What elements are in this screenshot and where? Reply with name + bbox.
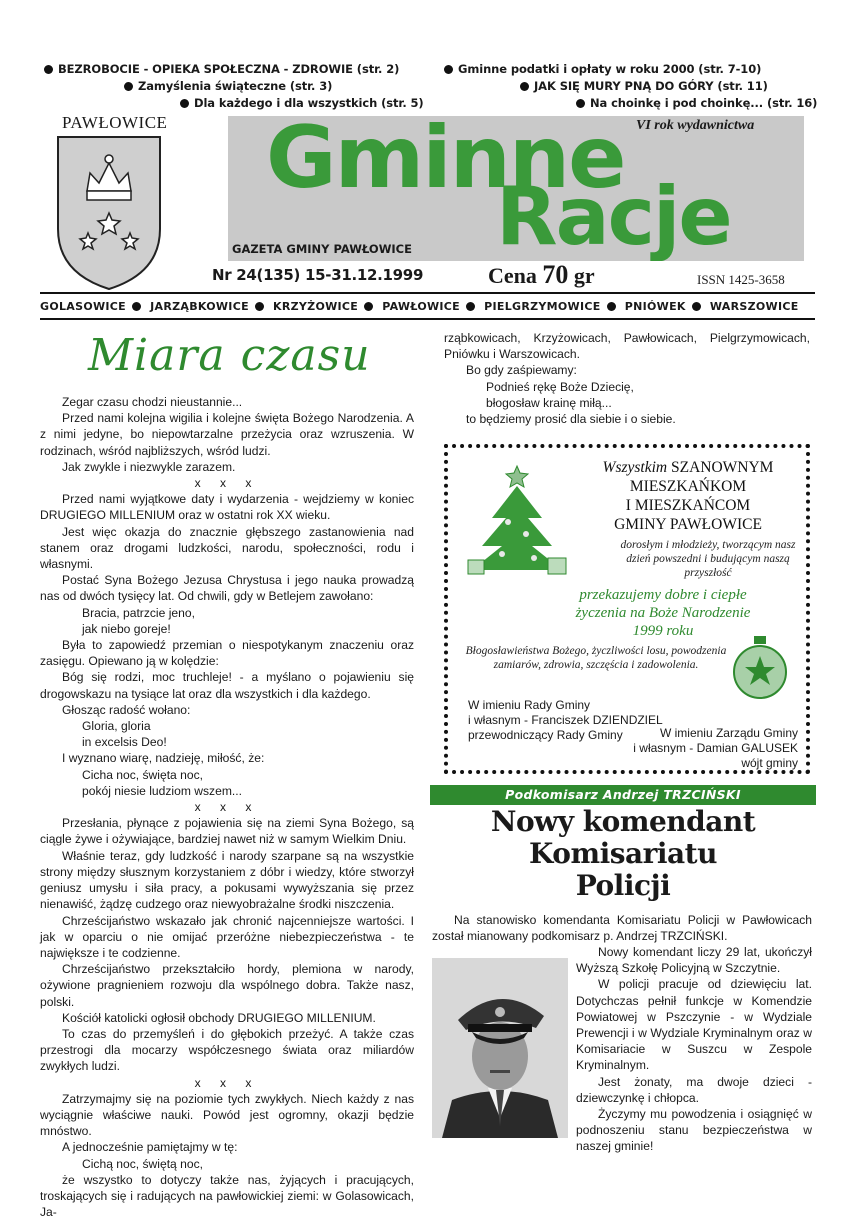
teaser-left-1[interactable]: BEZROBOCIE - OPIEKA SPOŁECZNA - ZDROWIE (str. 2) bbox=[44, 62, 399, 76]
village-name: JARZĄBKOWICE bbox=[150, 300, 249, 313]
masthead bbox=[228, 116, 804, 261]
price: Cena 70 gr bbox=[488, 260, 595, 289]
bullet-icon bbox=[520, 82, 529, 91]
article-paragraph: Podnieś rękę Boże Dziecię, bbox=[486, 379, 634, 394]
article-paragraph: Przesłania, płynące z pojawienia się na ziemi Syna Bożego, są ciągle żywe i ożywiające, bardziej nawet niż w samym Wielkim Dniu. bbox=[40, 816, 414, 847]
coat-of-arms-icon bbox=[54, 133, 164, 293]
teaser-right-1[interactable]: Gminne podatki i opłaty w roku 2000 (str. 7-10) bbox=[444, 62, 761, 76]
police-paragraph: Nowy komendant liczy 29 lat, ukończył Wyższą Szkołę Policyjną w Szczytnie. bbox=[576, 945, 812, 976]
article-paragraph: Chrześcijaństwo przekształciło hordy, plemiona w narody, ożywione pragnieniem rozwoju dla wspólnego dobra. Także nasz, polski. bbox=[40, 962, 414, 1009]
bullet-icon bbox=[180, 99, 189, 108]
village-name: PIELGRZYMOWICE bbox=[484, 300, 601, 313]
crest-label: PAWŁOWICE bbox=[62, 113, 168, 132]
greeting-wishes-green: przekazujemy dobre i ciepłe życzenia na Boże Narodzenie 1999 roku bbox=[575, 587, 751, 639]
article-paragraph: Jest więc okazja do znacznie głębszego zastanowienia nad stanem oraz drogami ludzkości, narodu, społeczności, rodu i własnymi. bbox=[40, 524, 414, 572]
issue-number: Nr 24(135) 15-31.12.1999 bbox=[212, 266, 424, 284]
christmas-greeting-box bbox=[444, 444, 810, 774]
teaser-right-2[interactable]: JAK SIĘ MURY PNĄ DO GÓRY (str. 11) bbox=[520, 79, 768, 93]
village-name: GOLASOWICE bbox=[40, 300, 126, 313]
article-right-column bbox=[444, 330, 810, 427]
edition-label: VI rok wydawnictwa bbox=[636, 118, 755, 133]
police-officer-portrait-icon bbox=[432, 958, 568, 1138]
bullet-icon bbox=[607, 302, 616, 311]
article-paragraph: Zegar czasu chodzi nieustannie... bbox=[62, 395, 243, 409]
greeting-subtitle: dorosłym i młodzieży, tworzącym nasz dzień powszedni i budującym naszą przyszłość bbox=[620, 539, 796, 579]
bullet-icon bbox=[44, 65, 53, 74]
article-paragraph: to będziemy prosić dla siebie i o siebie. bbox=[466, 412, 676, 427]
bullet-icon bbox=[255, 302, 264, 311]
bullet-icon bbox=[444, 65, 453, 74]
issn: ISSN 1425-3658 bbox=[697, 272, 785, 287]
signature-mayor: W imieniu Zarządu Gminy i własnym - Damian GALUSEK wójt gminy bbox=[633, 726, 798, 770]
article-paragraph: że wszystko to dotyczy także nas, żyjących i pracujących, troskających się i radujących na pawłowickiej ziemi: w Golasowicach, Ja- bbox=[40, 1172, 414, 1220]
article-paragraph: Głosząc radość wołano: bbox=[62, 702, 191, 717]
article-paragraph: x x x bbox=[194, 476, 260, 491]
article-paragraph: Przed nami kolejna wigilia i kolejne święta Bożego Narodzenia. A z nimi jedyne, bo niepowtarzalne przeżycia oraz wzruszenia. W rodzinach, wśród najbliższych, wśród ludzi. bbox=[40, 411, 414, 458]
article-paragraph: Bracia, patrzcie jeno, bbox=[82, 605, 195, 620]
bullet-icon bbox=[132, 302, 141, 311]
police-paragraph: Jest żonaty, ma dwoje dzieci - dziewczynkę i chłopca. bbox=[576, 1074, 812, 1105]
ornament-bauble-icon bbox=[730, 634, 790, 704]
article-paragraph: Cicha noc, święta noc, bbox=[82, 767, 203, 782]
village-name: KRZYŻOWICE bbox=[273, 300, 359, 313]
divider bbox=[40, 318, 815, 320]
article-paragraph: Bóg się rodzi, moc truchleje! - a myślano o pojawieniu się drogowskazu na tysiące lat oraz dla wszystkich i dla każdego. bbox=[40, 670, 414, 701]
article-paragraph: pokój niesie ludziom wszem... bbox=[82, 783, 242, 798]
article-paragraph: Bo gdy zaśpiewamy: bbox=[466, 363, 577, 378]
christmas-tree-icon bbox=[462, 460, 572, 580]
article-paragraph: Była to zapowiedź przemian o niespotykanym znaczeniu oraz zasięgu. Opiewano ją w kolędzie: bbox=[40, 638, 414, 669]
masthead-subtitle: GAZETA GMINY PAWŁOWICE bbox=[232, 242, 412, 256]
article-left-column bbox=[40, 394, 414, 1220]
article-paragraph: Postać Syna Bożego Jezusa Chrystusa i jego nauka prowadzą nas od dwóch tysięcy lat. Od chwili, gdy w Betlejem zawołano: bbox=[40, 573, 414, 604]
police-article-body bbox=[576, 944, 812, 1155]
article-paragraph: Właśnie teraz, gdy ludzkość i narody szarpane są na wszystkie strony między słusznym korzystaniem z dóbr i wiedzy, które stworzył geniusz umysłu i siła pracy, a pokusami wywyższania się przez nienawiść, żądzę cudzego oraz niewyobrażalne środki niszczenia. bbox=[40, 848, 414, 912]
police-article-headline: Nowy komendant Komisariatu Policji bbox=[490, 805, 756, 902]
article-paragraph: Cichą noc, świętą noc, bbox=[82, 1156, 203, 1171]
teaser-left-3[interactable]: Dla każdego i dla wszystkich (str. 5) bbox=[180, 96, 424, 110]
article-paragraph: I wyznano wiarę, nadzieję, miłość, że: bbox=[62, 751, 265, 766]
article-paragraph: Gloria, gloria bbox=[82, 719, 151, 734]
teaser-right-3[interactable]: Na choinkę i pod choinkę... (str. 16) bbox=[576, 96, 817, 110]
greeting-wishes: Błogosławieństwa Bożego, życzliwości losu, powodzenia zamiarów, zdrowia, szczęścia i zadowolenia. bbox=[465, 645, 727, 671]
article-paragraph: błogosław krainę miłą... bbox=[486, 395, 612, 410]
village-name: PAWŁOWICE bbox=[382, 300, 460, 313]
article-paragraph: A jednocześnie pamiętajmy w tę: bbox=[62, 1140, 238, 1155]
bullet-icon bbox=[576, 99, 585, 108]
divider bbox=[40, 292, 815, 294]
article-paragraph: rząbkowicach, Krzyżowicach, Pawłowicach, Pielgrzymowicach, Pniówku i Warszowicach. bbox=[444, 331, 810, 362]
article-paragraph: x x x bbox=[194, 800, 260, 815]
police-paragraph: Życzymy mu powodzenia i osiągnięć w podnoszeniu stanu bezpieczeństwa w naszej gminie! bbox=[576, 1107, 812, 1154]
signature-council: W imieniu Rady Gminy i własnym - Franciszek DZIENDZIEL przewodniczący Rady Gminy bbox=[468, 698, 663, 742]
article-paragraph: Kościół katolicki ogłosił obchody DRUGIEGO MILLENIUM. bbox=[62, 1010, 376, 1025]
commander-photo bbox=[432, 958, 568, 1138]
masthead-title-word2: Racje bbox=[496, 170, 731, 261]
article-paragraph: in excelsis Deo! bbox=[82, 735, 167, 750]
article-paragraph: jak niebo goreje! bbox=[82, 621, 171, 636]
article-paragraph: Chrześcijaństwo wskazało jak chronić najcenniejsze wartości. I jak w oparciu o nie omijać przeróżne niebezpieczeństwa - te największe i te codzienne. bbox=[40, 913, 414, 960]
article-paragraph: To czas do przemyśleń i do głębokich przeżyć. A także czas przestrogi dla mocarzy współczesnego świata oraz miliardów zwykłych ludzi. bbox=[40, 1026, 414, 1074]
bullet-icon bbox=[466, 302, 475, 311]
villages-strip bbox=[40, 300, 815, 313]
village-name: PNIÓWEK bbox=[624, 300, 686, 313]
article-headline: Miara czasu bbox=[88, 330, 371, 381]
masthead-title-word1: Gminne bbox=[266, 116, 625, 208]
article-paragraph: Przed nami wyjątkowe daty i wydarzenia - wejdziemy w koniec DRUGIEGO MILLENIUM oraz w ostatni rok XX wieku. bbox=[40, 492, 414, 523]
article-paragraph: Zatrzymajmy się na poziomie tych zwykłych. Niech każdy z nas wyciągnie właściwe nauki. Powód jest ogromny, okazji będzie mnóstwo. bbox=[40, 1091, 414, 1139]
teaser-left-2[interactable]: Zamyślenia świąteczne (str. 3) bbox=[124, 79, 332, 93]
article-paragraph: Jak zwykle i niezwykle zarazem. bbox=[62, 459, 236, 474]
police-paragraph: W policji pracuje od dziewięciu lat. Dotychczas pełnił funkcje w Komendzie Powiatowej w Pszczynie - w Wydziale Prewencji i w Wydziale Kryminalnym oraz w Komisariacie w Suszcu w Zespole Kryminalnym. bbox=[576, 977, 812, 1073]
police-article-tag: Podkomisarz Andrzej TRZCIŃSKI bbox=[430, 785, 816, 805]
bullet-icon bbox=[124, 82, 133, 91]
article-paragraph: x x x bbox=[194, 1075, 260, 1090]
police-article-intro: Na stanowisko komendanta Komisariatu Policji w Pawłowicach został mianowany podkomisarz p. Andrzej TRZCIŃSKI. bbox=[432, 913, 812, 944]
bullet-icon bbox=[692, 302, 701, 311]
village-name: WARSZOWICE bbox=[709, 300, 799, 313]
bullet-icon bbox=[364, 302, 373, 311]
greeting-title: Wszystkim SZANOWNYM MIESZKAŃKOM I MIESZKAŃCOM GMINY PAWŁOWICE bbox=[602, 459, 774, 533]
